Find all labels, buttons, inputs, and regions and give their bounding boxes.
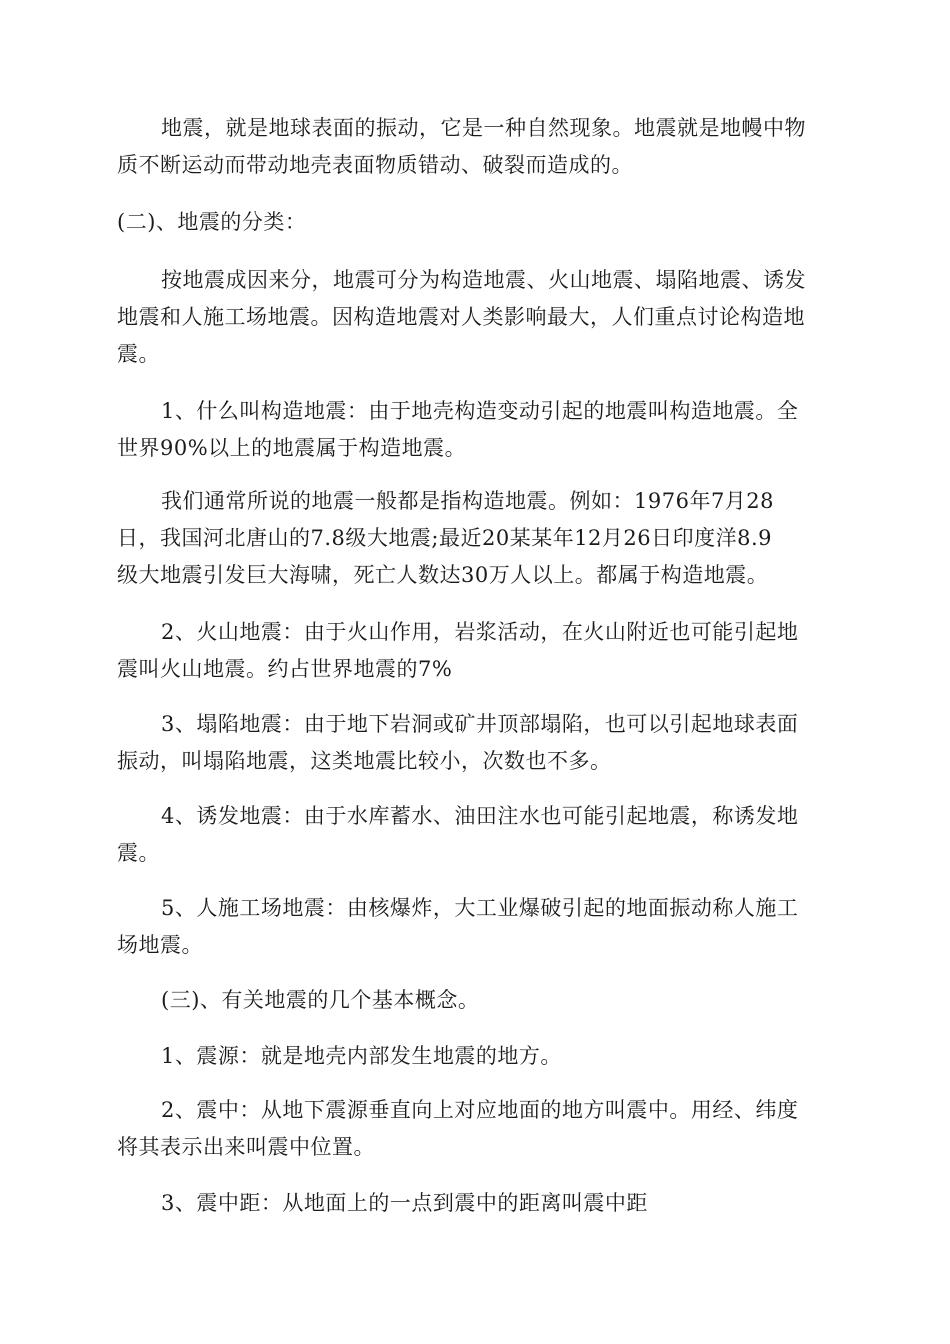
paragraph-examples: [117, 483, 833, 594]
text-line: 场地震。: [117, 933, 203, 957]
paragraph-tectonic-earthquake: [117, 393, 833, 467]
text-line: 震叫火山地震。约占世界地震的7%: [117, 657, 453, 681]
text-line: (二)、地震的分类：: [117, 210, 307, 234]
text-line: 2、震中：从地下震源垂直向上对应地面的地方叫震中。用经、纬度: [161, 1098, 799, 1122]
text-line: 地震和人施工场地震。因构造地震对人类影响最大，人们重点讨论构造地: [117, 305, 805, 329]
text-line: 2、火山地震：由于火山作用，岩浆活动，在火山附近也可能引起地: [161, 620, 799, 644]
text-line: (三)、有关地震的几个基本概念。: [161, 988, 480, 1012]
paragraph-volcanic-earthquake: [117, 614, 833, 688]
text-line: 1、震源：就是地壳内部发生地震的地方。: [161, 1044, 562, 1068]
text-line: 震。: [117, 841, 160, 865]
text-line: 震。: [117, 342, 160, 366]
section-heading-concepts: [117, 982, 833, 1019]
text-line: 世界90%以上的地震属于构造地震。: [117, 436, 467, 460]
text-line: 将其表示出来叫震中位置。: [117, 1135, 375, 1159]
paragraph-artificial-earthquake: [117, 890, 833, 964]
paragraph-induced-earthquake: [117, 798, 833, 872]
paragraph-focus: [117, 1038, 833, 1075]
text-line: 质不断运动而带动地壳表面物质错动、破裂而造成的。: [117, 153, 633, 177]
text-line: 日，我国河北唐山的7.8级大地震;最近20某某年12月26日印度洋8.9: [117, 526, 773, 550]
text-line: 3、塌陷地震：由于地下岩洞或矿井顶部塌陷，也可以引起地球表面: [161, 712, 799, 736]
paragraph-epicentral-distance: [117, 1185, 833, 1222]
section-heading-classification: [117, 204, 833, 241]
text-line: 我们通常所说的地震一般都是指构造地震。例如：1976年7月28: [161, 489, 775, 513]
paragraph-epicenter: [117, 1092, 833, 1166]
text-line: 1、什么叫构造地震：由于地壳构造变动引起的地震叫构造地震。全: [161, 399, 799, 423]
text-line: 5、人施工场地震：由核爆炸，大工业爆破引起的地面振动称人施工: [161, 896, 799, 920]
text-line: 地震，就是地球表面的振动，它是一种自然现象。地震就是地幔中物: [161, 116, 806, 140]
paragraph-classification: [117, 262, 833, 373]
paragraph-collapse-earthquake: [117, 706, 833, 780]
text-line: 按地震成因来分，地震可分为构造地震、火山地震、塌陷地震、诱发: [161, 268, 806, 292]
paragraph-definition: [117, 110, 833, 184]
text-line: 4、诱发地震：由于水库蓄水、油田注水也可能引起地震，称诱发地: [161, 804, 799, 828]
text-line: 级大地震引发巨大海啸，死亡人数达30万人以上。都属于构造地震。: [117, 563, 769, 587]
text-line: 3、震中距：从地面上的一点到震中的距离叫震中距: [161, 1191, 648, 1215]
text-line: 振动，叫塌陷地震，这类地震比较小，次数也不多。: [117, 749, 612, 773]
